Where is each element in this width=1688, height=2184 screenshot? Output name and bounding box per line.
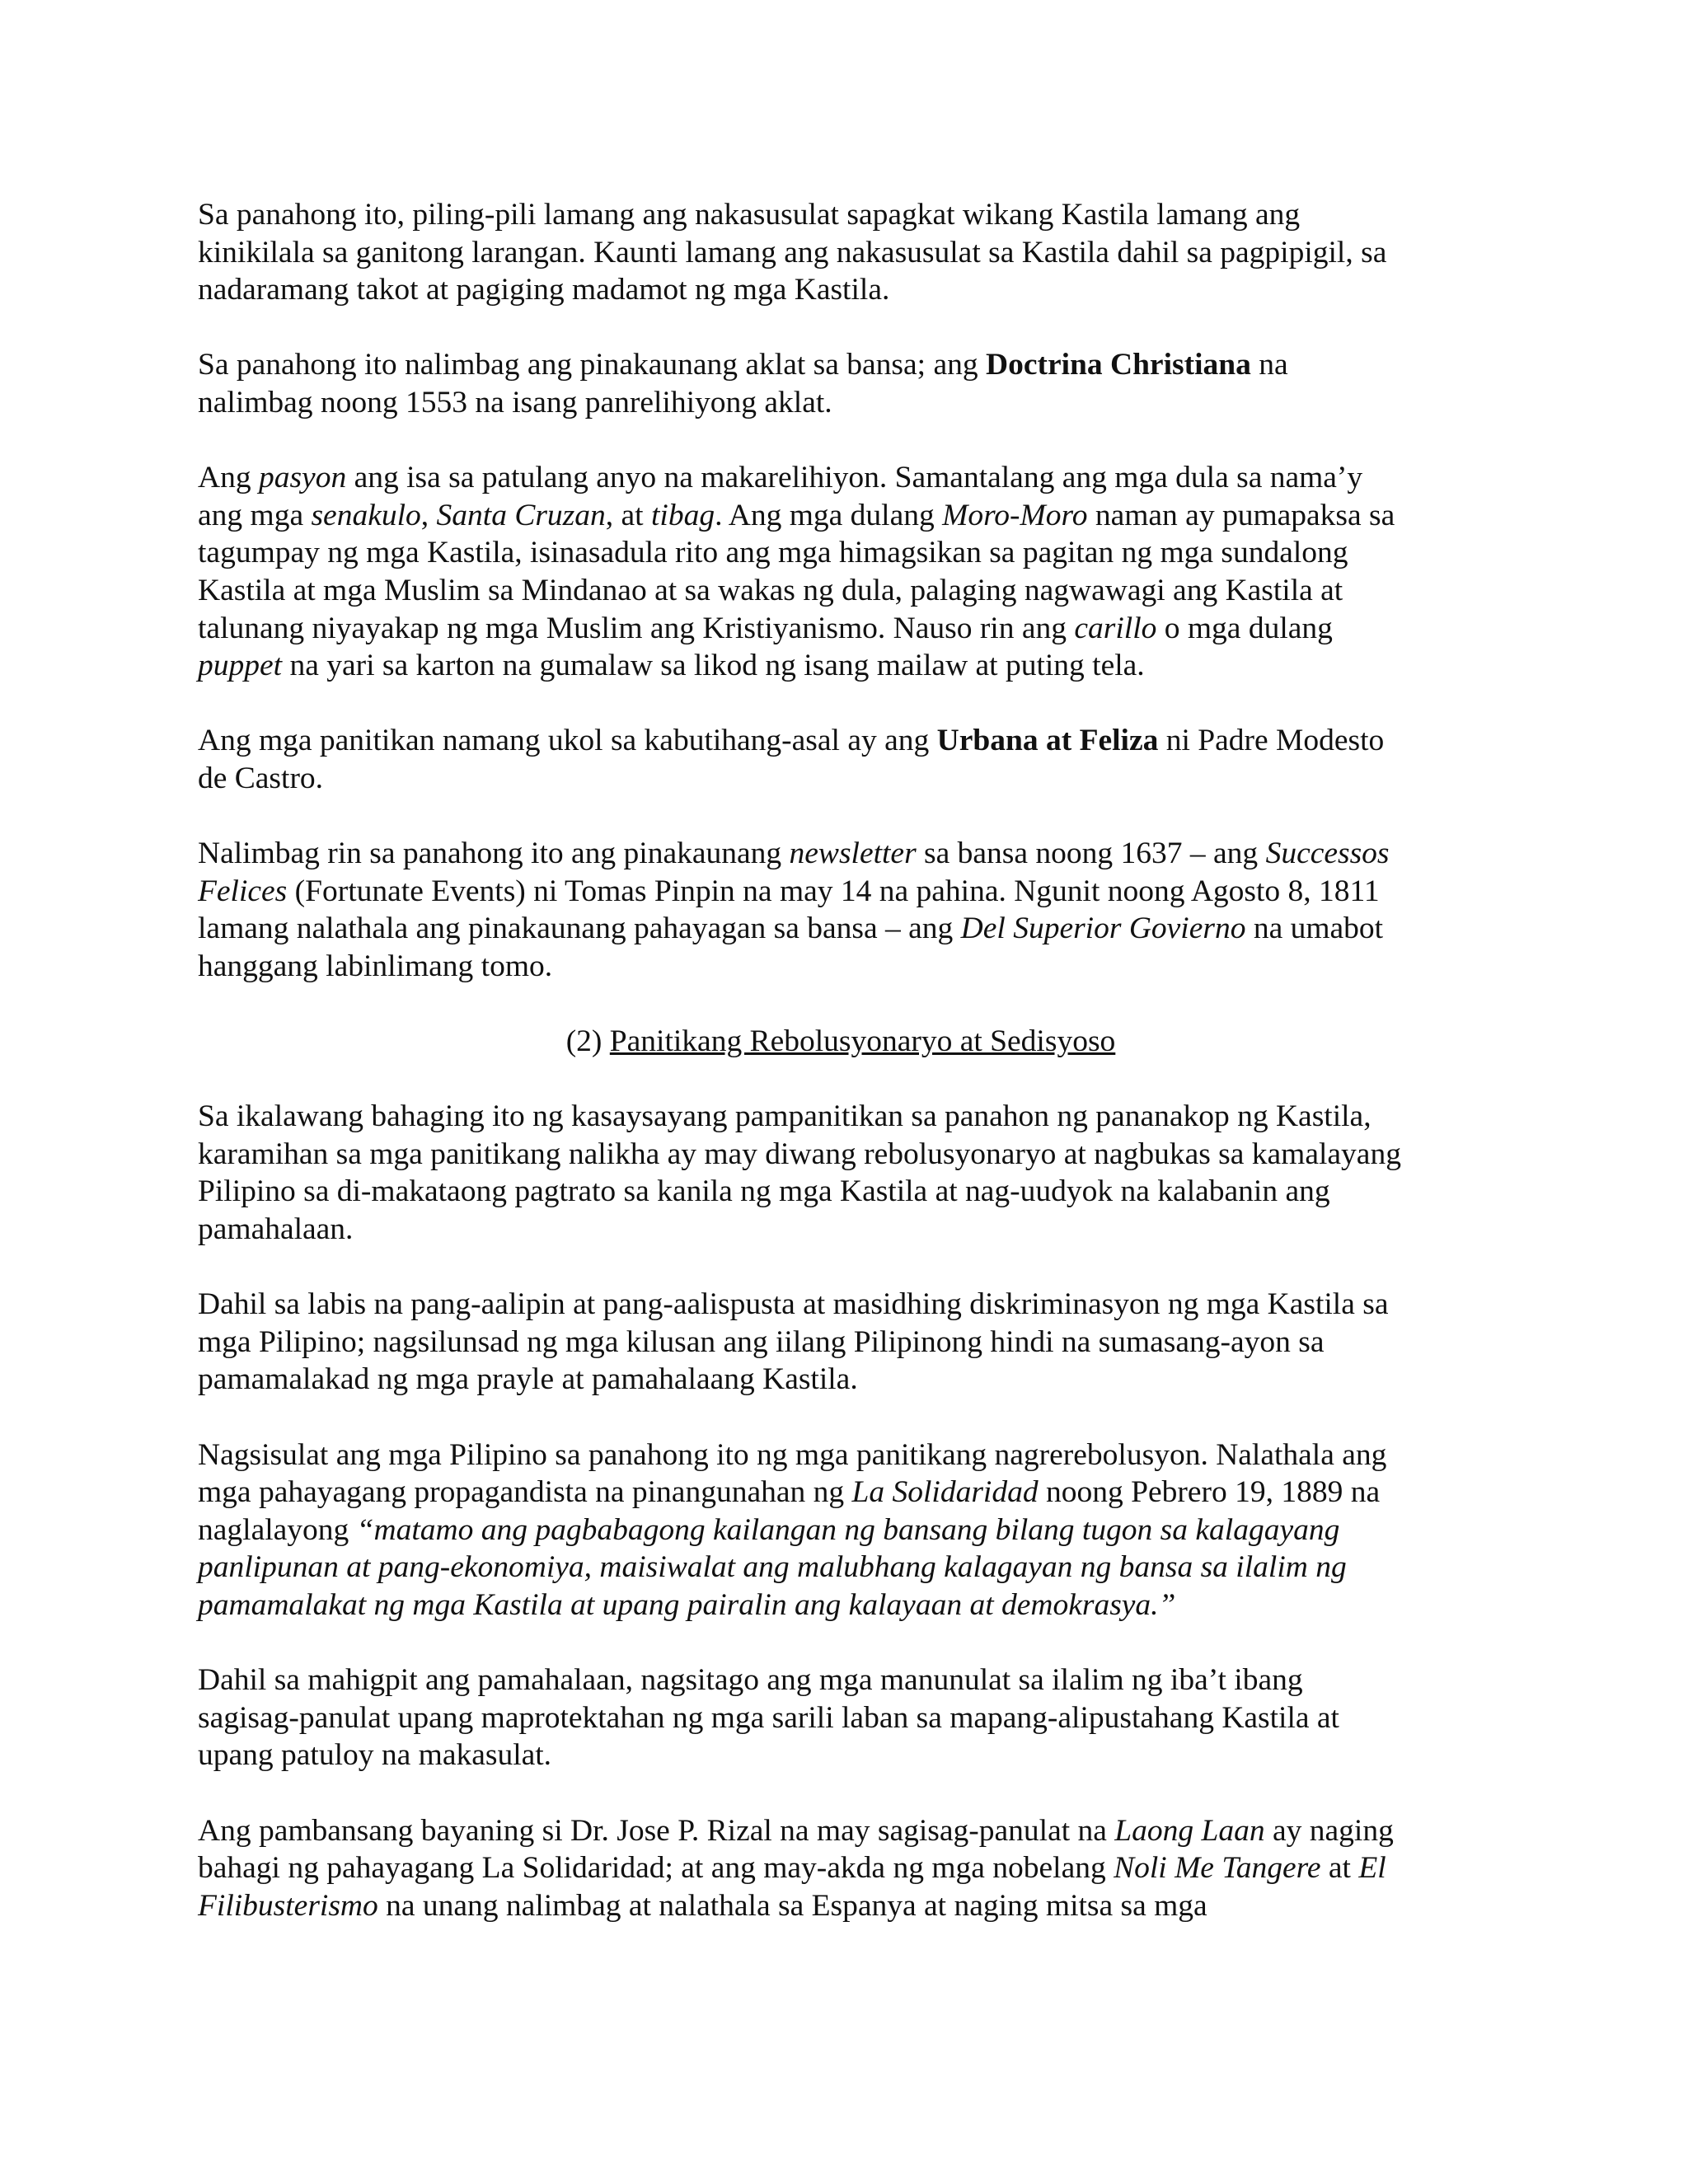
paragraph-1 xyxy=(198,196,1484,309)
text-run: ang isa sa patulang anyo na makarelihiyon. Samantalang ang mga dula sa nama’y xyxy=(346,461,1363,495)
text-line xyxy=(198,1511,1484,1549)
italic-term: Filibusterismo xyxy=(198,1888,378,1923)
text-line: kinikilala sa ganitong larangan. Kaunti lamang ang nakasusulat sa Kastila dahil sa pagpipigil, sa xyxy=(198,235,1387,269)
italic-term: Del Superior Govierno xyxy=(960,912,1246,946)
text-line xyxy=(198,647,1484,685)
paragraph-9 xyxy=(198,1661,1484,1774)
italic-term: Successos xyxy=(1265,837,1390,871)
text-line: Kastila at mga Muslim sa Mindanao at sa wakas ng dula, palaging nagwawagi ang Kastila at xyxy=(198,573,1343,607)
paragraph-7 xyxy=(198,1286,1484,1399)
italic-term: Moro-Moro xyxy=(942,498,1088,532)
text-line xyxy=(198,497,1484,535)
text-run: , at xyxy=(605,498,651,532)
text-line xyxy=(198,1849,1484,1887)
italic-term: Laong Laan xyxy=(1114,1813,1265,1848)
text-run: noong Pebrero 19, 1889 na xyxy=(1038,1475,1381,1510)
text-run: bahagi ng pahayagang La Solidaridad; at ang may-akda ng mga nobelang xyxy=(198,1851,1114,1886)
text-line: Nagsisulat ang mga Pilipino sa panahong ito ng mga panitikang nagrerebolusyon. Nalathala ang xyxy=(198,1437,1387,1472)
text-run: (Fortunate Events) ni Tomas Pinpin na may 14 na pahina. Ngunit noong Agosto 8, 1811 xyxy=(287,874,1380,908)
text-line: pamamalakad ng mga prayle at pamahalaang Kastila. xyxy=(198,1362,858,1397)
text-line xyxy=(198,1474,1484,1511)
bold-title-urbana-at-feliza: Urbana at Feliza xyxy=(936,724,1159,758)
paragraph-5 xyxy=(198,835,1484,985)
text-line: Sa panahong ito, piling-pili lamang ang nakasusulat sapagkat wikang Kastila lamang ang xyxy=(198,198,1301,232)
text-run: ang mga xyxy=(198,498,312,532)
paragraph-6 xyxy=(198,1098,1484,1248)
text-run: ay naging xyxy=(1264,1813,1394,1848)
italic-term: El xyxy=(1358,1851,1386,1886)
text-line: pamahalaan. xyxy=(198,1212,354,1247)
paragraph-10 xyxy=(198,1812,1484,1925)
text-run: , xyxy=(420,498,437,532)
paragraph-4 xyxy=(198,722,1484,797)
italic-term: newsletter xyxy=(789,837,917,871)
text-line xyxy=(198,610,1484,648)
text-run: naman ay pumapaksa sa xyxy=(1087,498,1395,532)
text-line: de Castro. xyxy=(198,761,324,795)
text-line: Pilipino sa di-makataong pagtrato sa kanila ng mga Kastila at nag-uudyok na kalabanin ang xyxy=(198,1174,1330,1209)
text-run: na unang nalimbag at nalathala sa Espanya at naging mitsa sa mga xyxy=(377,1888,1207,1923)
text-line: tagumpay ng mga Kastila, isinasadula rito ang mga himagsikan sa pagitan ng mga sundalong xyxy=(198,536,1348,570)
text-line: hanggang labinlimang tomo. xyxy=(198,949,553,983)
text-line: nadaramang takot at pagiging madamot ng mga Kastila. xyxy=(198,273,890,307)
text-line xyxy=(198,459,1484,497)
text-run: . Ang mga dulang xyxy=(715,498,943,532)
italic-term: Santa Cruzan xyxy=(436,498,606,532)
section-title: Panitikang Rebolusyonaryo at Sedisyoso xyxy=(609,1024,1116,1059)
text-run: ni Padre Modesto xyxy=(1158,724,1385,758)
text-line xyxy=(198,910,1484,948)
text-run: lamang nalathala ang pinakaunang pahayagan sa bansa – ang xyxy=(198,912,961,946)
text-run: mga pahayagang propagandista na pinangunahan ng xyxy=(198,1475,852,1510)
italic-quote: “matamo ang pagbabagong kailangan ng bansang bilang tugon sa kalagayang xyxy=(356,1512,1340,1547)
text-line xyxy=(198,1549,1484,1586)
section-heading xyxy=(198,1023,1484,1061)
italic-term: senakulo xyxy=(311,498,421,532)
text-line xyxy=(198,1812,1484,1850)
italic-term: Noli Me Tangere xyxy=(1114,1851,1321,1886)
text-line xyxy=(198,835,1484,873)
text-line: Dahil sa labis na pang-aalipin at pang-aalispusta at masidhing diskriminasyon ng mga Kastila sa xyxy=(198,1287,1389,1322)
italic-term: puppet xyxy=(198,649,283,683)
text-run: naglalayong xyxy=(198,1512,357,1547)
text-line: mga Pilipino; nagsilunsad ng mga kilusan ang iilang Pilipinong hindi na sumasang-ayon sa xyxy=(198,1324,1325,1359)
text-line xyxy=(198,722,1484,760)
bold-title-doctrina-christiana: Doctrina Christiana xyxy=(985,348,1251,382)
text-run: at xyxy=(1320,1851,1359,1886)
text-line: Dahil sa mahigpit ang pamahalaan, nagsitago ang mga manunulat sa ilalim ng iba’t ibang xyxy=(198,1663,1303,1698)
text-run: na xyxy=(1250,348,1288,382)
text-line xyxy=(198,1586,1484,1624)
text-run: Ang pambansang bayaning si Dr. Jose P. Rizal na may sagisag-panulat na xyxy=(198,1813,1115,1848)
italic-term: pasyon xyxy=(258,461,347,495)
text-run: Ang mga panitikan namang ukol sa kabutihang-asal ay ang xyxy=(198,724,937,758)
italic-term: Felices xyxy=(198,874,288,908)
text-run: na yari sa karton na gumalaw sa likod ng isang mailaw at puting tela. xyxy=(282,649,1145,683)
text-line: nalimbag noong 1553 na isang panrelihiyong aklat. xyxy=(198,385,832,419)
italic-term: La Solidaridad xyxy=(851,1475,1039,1510)
text-line: sagisag-panulat upang maprotektahan ng mga sarili laban sa mapang-alipustahang Kastila at xyxy=(198,1700,1339,1735)
section-number: (2) xyxy=(565,1024,610,1059)
text-line: upang patuloy na makasulat. xyxy=(198,1738,552,1773)
text-run: na umabot xyxy=(1245,912,1384,946)
text-run: Nalimbag rin sa panahong ito ang pinakaunang xyxy=(198,837,790,871)
text-line: karamihan sa mga panitikang nalikha ay may diwang rebolusyonaryo at nagbukas sa kamalayang xyxy=(198,1137,1401,1171)
paragraph-3 xyxy=(198,459,1484,685)
italic-term: carillo xyxy=(1074,611,1157,645)
italic-quote: panlipunan at pang-ekonomiya, maisiwalat ang malubhang kalagayan ng bansa sa ilalim ng xyxy=(198,1550,1347,1585)
italic-quote: pamamalakat ng mga Kastila at upang pairalin ang kalayaan at demokrasya.” xyxy=(198,1587,1176,1622)
text-line xyxy=(198,346,1484,384)
document-body xyxy=(198,196,1484,1962)
text-run: o mga dulang xyxy=(1156,611,1333,645)
text-run: Ang xyxy=(198,461,259,495)
paragraph-8 xyxy=(198,1436,1484,1624)
text-line xyxy=(198,1887,1484,1925)
italic-term: tibag xyxy=(650,498,715,532)
text-line: Sa ikalawang bahaging ito ng kasaysayang pampanitikan sa panahon ng pananakop ng Kastila, xyxy=(198,1099,1372,1134)
paragraph-2 xyxy=(198,346,1484,421)
text-run: sa bansa noong 1637 – ang xyxy=(916,837,1266,871)
text-run: talunang niyayakap ng mga Muslim ang Kristiyanismo. Nauso rin ang xyxy=(198,611,1075,645)
text-line xyxy=(198,873,1484,911)
text-run: Sa panahong ito nalimbag ang pinakaunang aklat sa bansa; ang xyxy=(198,348,986,382)
